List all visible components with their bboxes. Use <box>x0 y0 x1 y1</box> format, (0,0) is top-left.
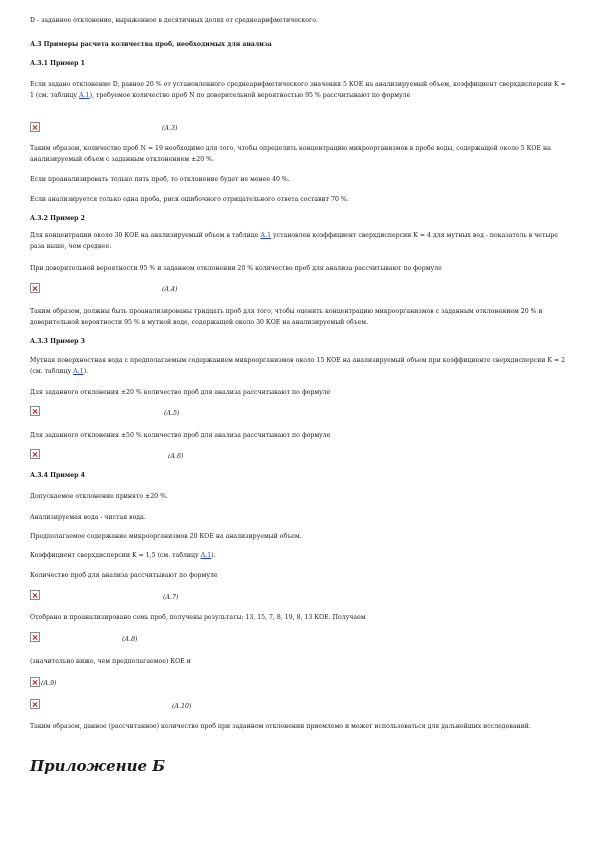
equation-number-a9: (А.9) <box>41 680 57 687</box>
section-a3-heading: А.3 Примеры расчета количества проб, необходимых для анализа <box>30 41 272 48</box>
definition-d: D - заданное отклонение, выраженное в десятичных долях от среднеарифметического. <box>30 17 318 24</box>
example-2-paragraph-1: Для концентрации около 30 КОЕ на анализируемый объем в таблице А.1 установлен коэффициент сверхдисперсии K = 4 для мутных вод - показатель в четыре раза выше, чем среднее. <box>30 232 558 250</box>
example-1-paragraph-1: Если задано отклонение D, равное 20 % от установленного среднеарифметического значения 5 КОЕ на анализируемый объем, коэффициент сверхдисперсии K = 1 (см. таблицу А.1), требуемое количество проб N по доверительной вероятностью 95 % рассчитывают по формуле <box>30 81 566 99</box>
equation-number-a3: (А.3) <box>162 125 178 132</box>
broken-image-icon <box>30 590 40 600</box>
example-3-paragraph-2: Для заданного отклонения ±20 % количество проб для анализа рассчитывают по формуле <box>30 389 331 396</box>
equation-number-a8: (А.8) <box>122 636 138 643</box>
table-a1-link[interactable]: А.1 <box>79 92 90 99</box>
example-2-paragraph-3: Таким образом, должны быть проанализированы тридцать проб для того, чтобы оценить концентрацию микроорганизмов с заданным отклонением 20 % и доверительной вероятности 95 % в мутной воде, содержащей около 30 КОЕ на анализируемый объем. <box>30 308 543 326</box>
example-3-paragraph-1: Мутная поверхностная вода с предполагаемым содержанием микроорганизмов около 15 КОЕ на анализируемый объем при коэффициенте сверхдисперсии K = 2 (см. таблицу А.1). <box>30 357 566 375</box>
example-3-paragraph-3: Для заданного отклонения ±50 % количество проб для анализа рассчитывают по формуле <box>30 432 331 439</box>
example-2-paragraph-2: При доверительной вероятности 95 % и заданном отклонении 20 % количество проб для анализа рассчитывают по формуле <box>30 265 442 272</box>
example-4-paragraph-4: Коэффициент сверхдисперсии K = 1,5 (см. таблицу А.1). <box>30 552 216 559</box>
broken-image-icon <box>30 677 40 687</box>
equation-number-a10: (А.10) <box>172 703 192 710</box>
broken-image-icon <box>30 449 40 459</box>
broken-image-icon <box>30 406 40 416</box>
table-a1-link[interactable]: А.1 <box>200 552 212 559</box>
example-4-paragraph-3: Предполагаемое содержание микроорганизмов 20 КОЕ на анализируемый объем. <box>30 533 302 540</box>
example-1-paragraph-2: Таким образом, количество проб N = 19 необходимо для того, чтобы определить концентрацию микроорганизмов в пробе воды, содержащей около 5 КОЕ на анализируемый объем с заданным отклонением ±20 %. <box>30 145 551 163</box>
equation-number-a7: (А.7) <box>163 594 179 601</box>
example-4-paragraph-6: Отобрано и проанализировано семь проб, получены результаты: 13, 15, 7, 8, 19, 8, 13 КОЕ. Получаем <box>30 614 366 621</box>
equation-number-a5: (А.5) <box>164 410 180 417</box>
example-4-paragraph-5: Количество проб для анализа рассчитывают по формуле <box>30 572 218 579</box>
example-1-paragraph-4: Если анализируется только одна проба, риск ошибочного отрицательного ответа составит 70 %. <box>30 196 349 203</box>
table-a1-link[interactable]: А.1 <box>73 368 84 375</box>
broken-image-icon <box>30 632 40 642</box>
equation-number-a6: (А.6) <box>168 453 184 460</box>
appendix-b-heading: Приложение Б <box>30 757 166 775</box>
broken-image-icon <box>30 283 40 293</box>
broken-image-icon <box>30 122 40 132</box>
example-3-heading: А.3.3 Пример 3 <box>30 338 85 345</box>
table-a1-link[interactable]: А.1 <box>260 232 272 239</box>
example-1-heading: А.3.1 Пример 1 <box>30 60 85 67</box>
equation-number-a4: (А.4) <box>162 286 178 293</box>
example-4-heading: А.3.4 Пример 4 <box>30 472 85 479</box>
example-4-paragraph-1: Допускаемое отклонение принято ±20 %. <box>30 493 168 500</box>
example-1-paragraph-3: Если проанализировать только пять проб, то отклонение будет не менее 40 %. <box>30 176 290 183</box>
broken-image-icon <box>30 699 40 709</box>
example-4-paragraph-2: Анализируемая вода - чистая вода. <box>30 514 146 521</box>
example-4-paragraph-7: (значительно ниже, чем предполагаемое) КОЕ и <box>30 658 191 665</box>
example-2-heading: А.3.2 Пример 2 <box>30 215 85 222</box>
final-paragraph: Таким образом, данное (рассчитанное) количество проб при заданном отклонении приемлемо и может использоваться для дальнейших исследований. <box>30 723 531 730</box>
